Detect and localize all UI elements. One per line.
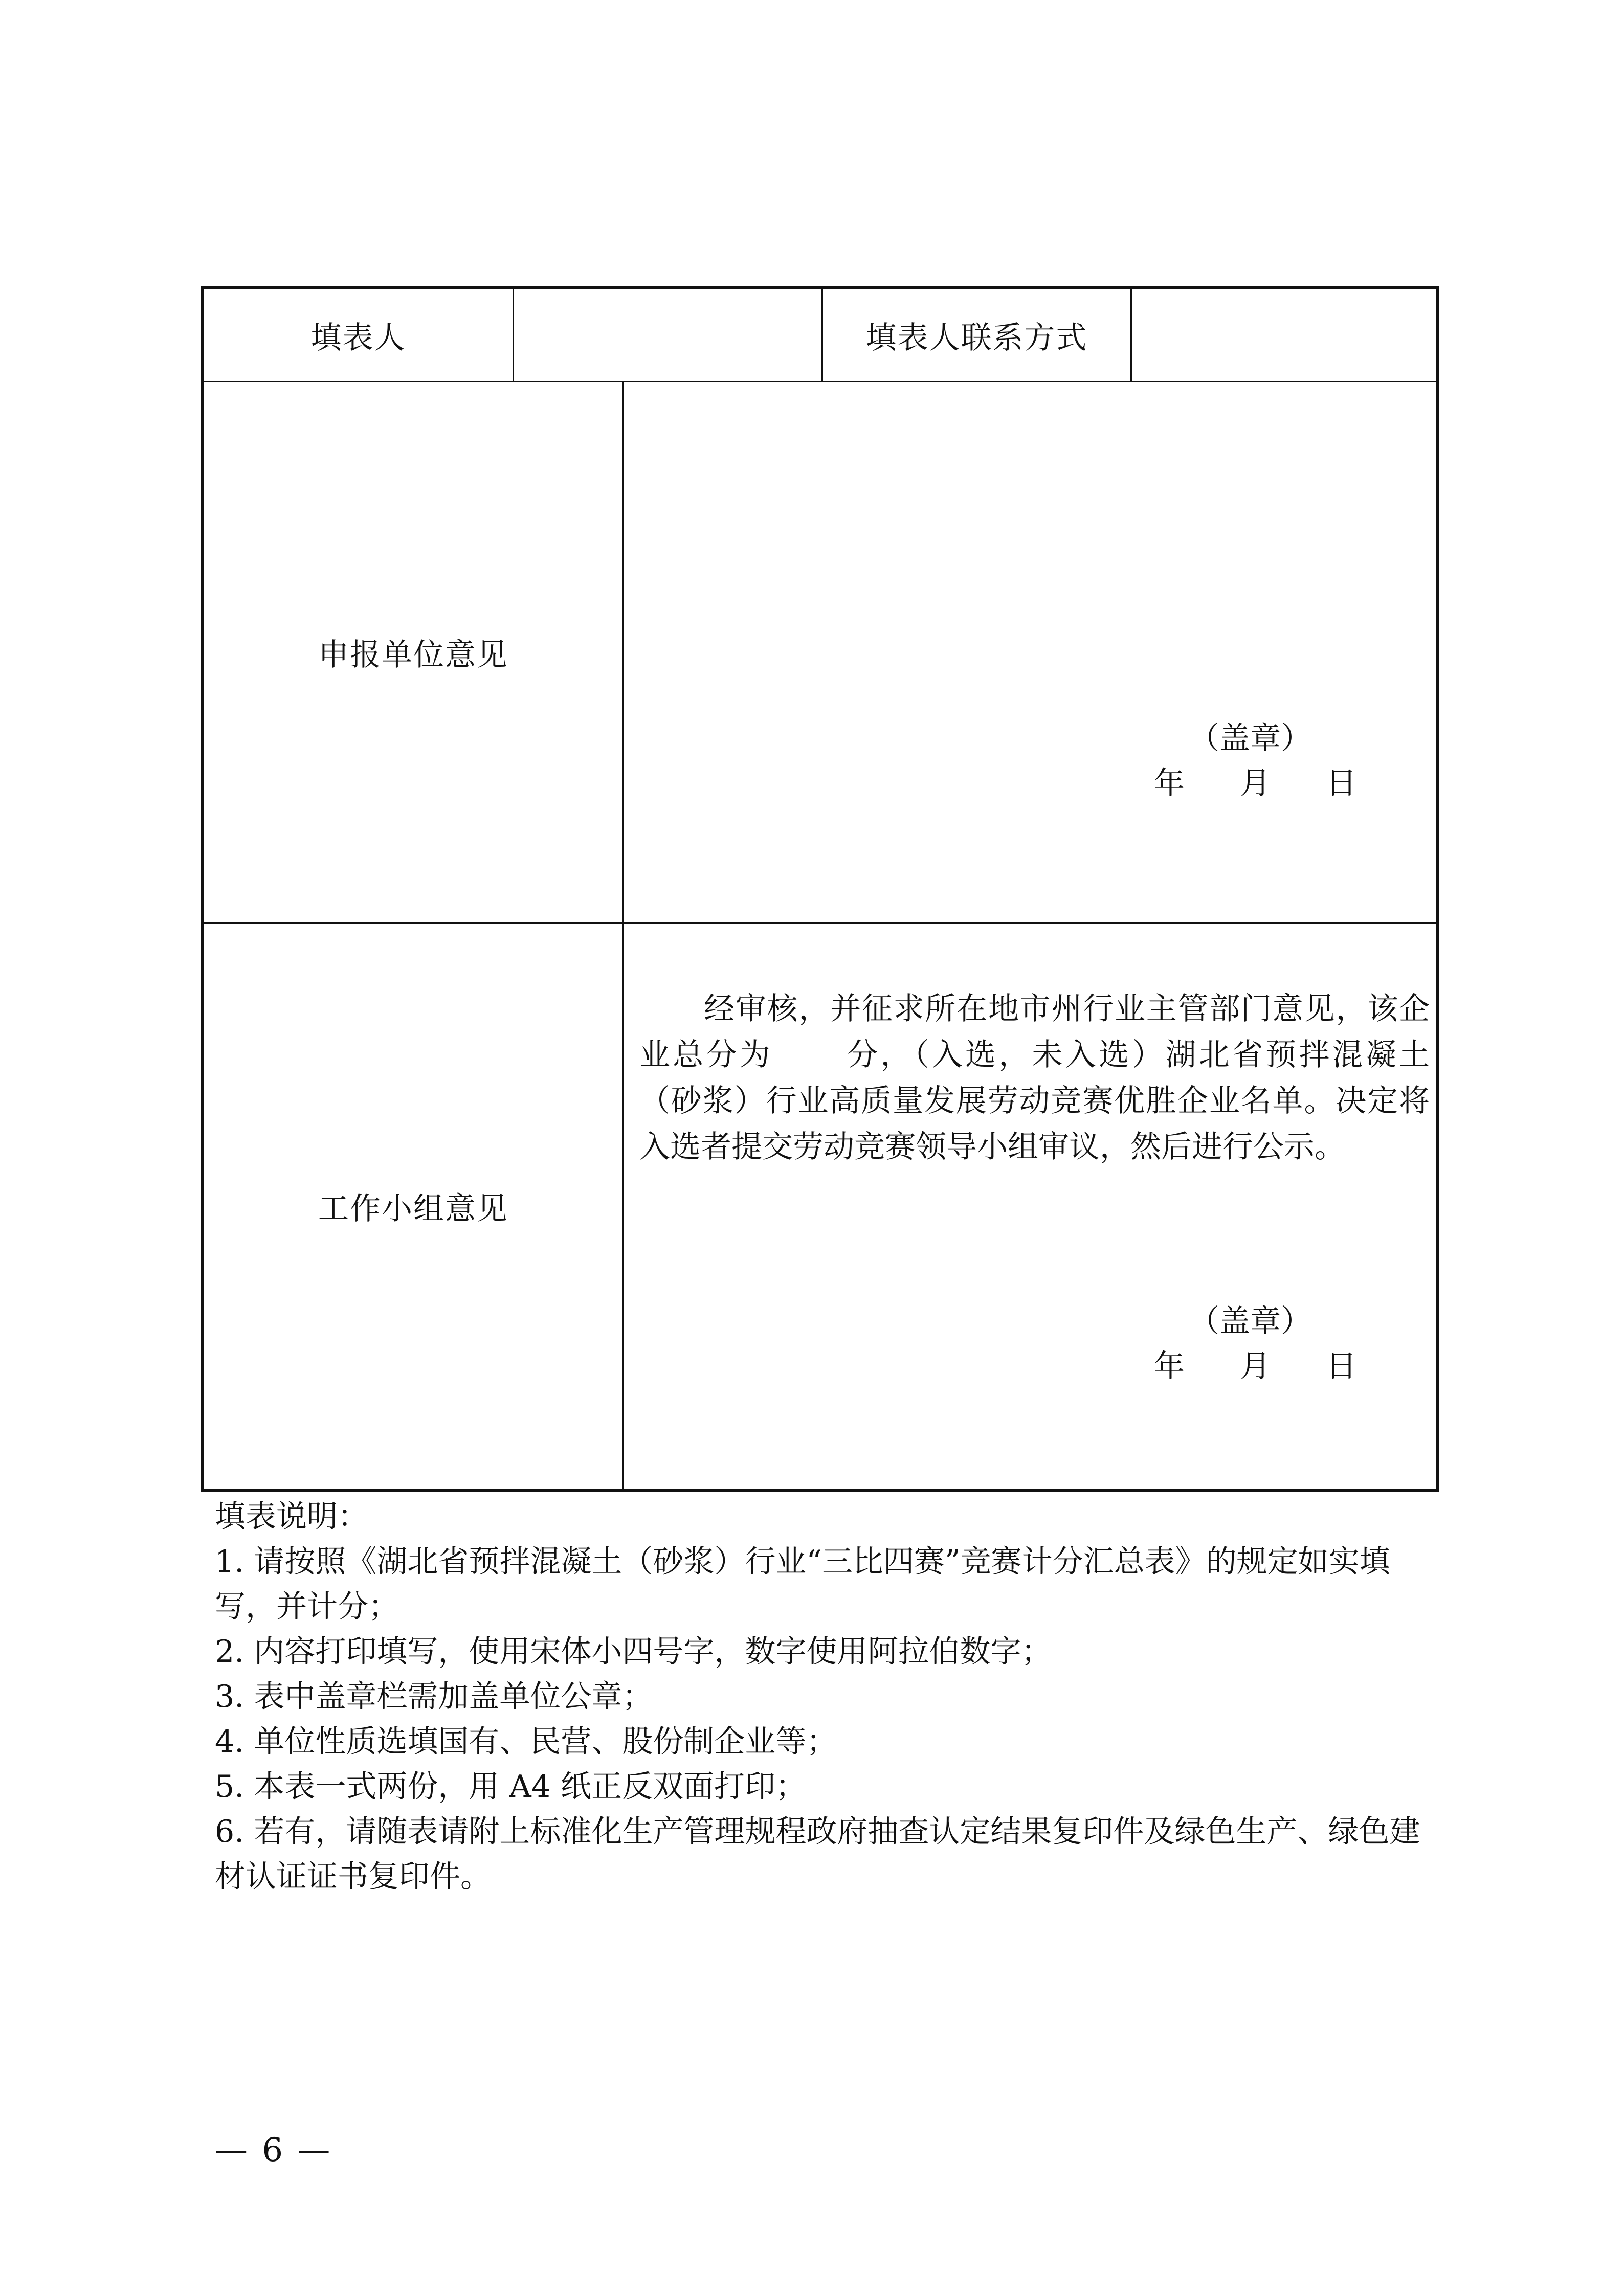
filler-field[interactable] [514, 289, 823, 381]
applicant-opinion-row [204, 382, 1436, 924]
note-item: 4. 单位性质选填国有、民营、股份制企业等； [215, 1724, 837, 1760]
filler-row [204, 289, 1436, 382]
application-form-table [201, 286, 1439, 1492]
date-day: 日 [1326, 766, 1357, 801]
note-item: 5. 本表一式两份，用 A4 纸正反双面打印； [215, 1769, 806, 1805]
workgroup-opinion-row [204, 924, 1436, 1489]
seal-placeholder: （盖章） [1189, 1303, 1311, 1339]
date-month: 月 [1240, 766, 1271, 801]
opinion-text-part2: 分，（入选，未入选）湖北省预拌混凝土（砂浆）行业高质量发展劳动竞赛优胜企业名单。决定将入选者提交劳动竞赛领导小组审议，然后进行公示。 [639, 1037, 1430, 1165]
notes-title: 填表说明： [215, 1499, 368, 1535]
date-line [1154, 759, 1356, 803]
note-item: 6. 若有，请随表请附上标准化生产管理规程政府抽查认定结果复印件及绿色生产、绿色建材认证证书复印件。 [215, 1814, 1420, 1895]
date-month: 月 [1240, 1348, 1271, 1384]
filling-instructions [215, 1494, 1432, 1899]
date-year: 年 [1154, 766, 1185, 801]
workgroup-opinion-field [624, 924, 1436, 1489]
workgroup-opinion-text [639, 986, 1430, 1170]
applicant-opinion-field[interactable] [624, 382, 1436, 922]
date-line [1154, 1342, 1356, 1386]
note-item: 3. 表中盖章栏需加盖单位公章； [215, 1679, 653, 1715]
contact-field[interactable] [1132, 289, 1436, 381]
date-day: 日 [1326, 1348, 1357, 1384]
filler-label: 填表人 [204, 289, 514, 381]
workgroup-opinion-label: 工作小组意见 [204, 924, 624, 1489]
opinion-text-part1: 经审核，并征求所在地市州行业主管部门意见，该企业总分为 [639, 991, 1430, 1073]
contact-label: 填表人联系方式 [823, 289, 1132, 381]
applicant-opinion-label: 申报单位意见 [204, 382, 624, 922]
seal-placeholder: （盖章） [1189, 721, 1311, 756]
note-item: 2. 内容打印填写，使用宋体小四号字，数字使用阿拉伯数字； [215, 1634, 1052, 1670]
page-number: — 6 — [215, 2131, 332, 2169]
note-item: 1. 请按照《湖北省预拌混凝土（砂浆）行业“三比四赛”竞赛计分汇总表》的规定如实填写，并计分； [215, 1544, 1390, 1625]
date-year: 年 [1154, 1348, 1185, 1384]
